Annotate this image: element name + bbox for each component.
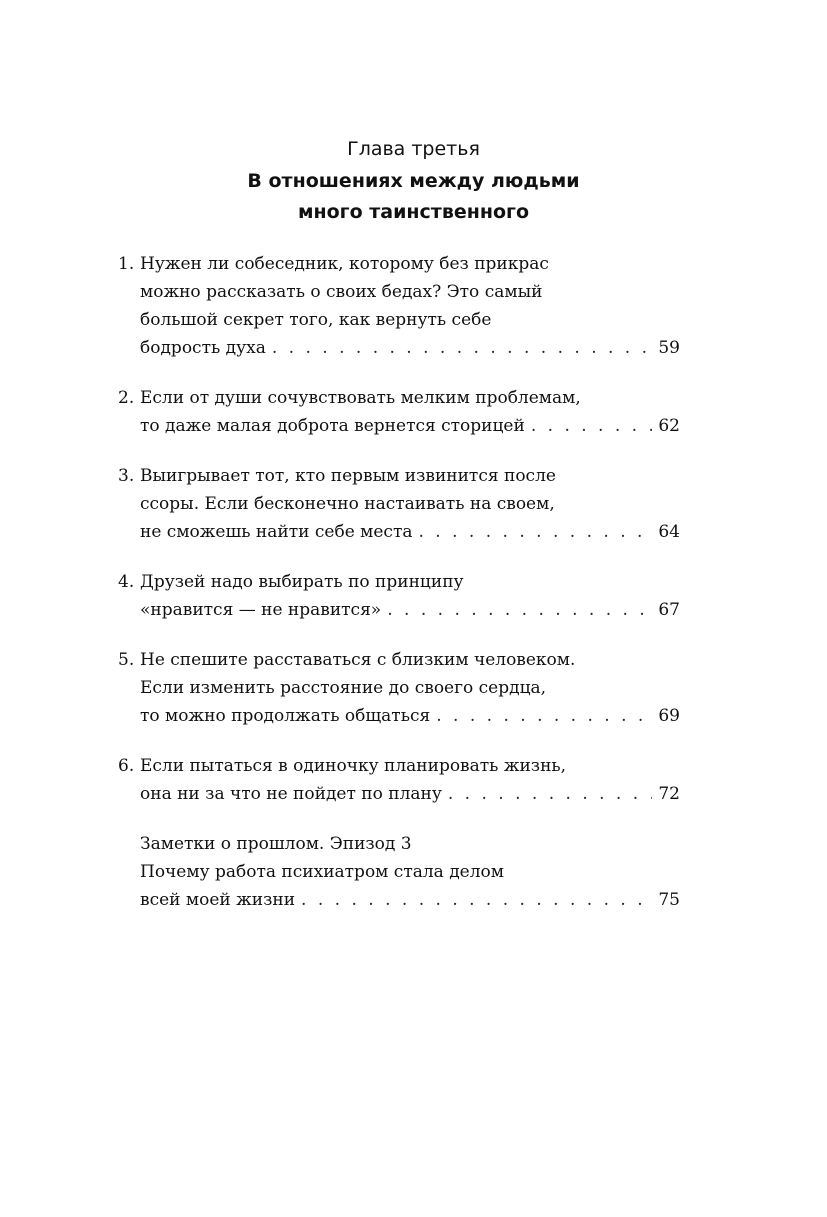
chapter-title-line-1: В отношениях между людьми <box>247 170 580 192</box>
entry-number: 1. <box>118 254 135 274</box>
entry-number: 5. <box>118 650 135 670</box>
entry-line: «нравится — не нравится» <box>140 600 382 620</box>
toc-entry-notes[interactable] <box>118 830 680 914</box>
chapter-label: Глава третья <box>347 138 480 160</box>
page-number: 69 <box>658 706 680 726</box>
entry-line: Не спешите расставаться с близким человеком. <box>140 650 576 670</box>
entry-line: то можно продолжать общаться <box>140 706 431 726</box>
entry-line: Если пытаться в одиночку планировать жизнь, <box>140 756 567 776</box>
entry-line: можно рассказать о своих бедах? Это самый <box>140 282 543 302</box>
entry-number: 4. <box>118 572 135 592</box>
toc-entry-1[interactable] <box>118 250 680 362</box>
entry-line: Выигрывает тот, кто первым извинится после <box>140 466 556 486</box>
dot-leader <box>531 412 653 440</box>
entry-line: Почему работа психиатром стала делом <box>140 862 504 882</box>
chapter-title-line-2: много таинственного <box>297 201 530 223</box>
page-number: 64 <box>658 522 680 542</box>
entry-number: 6. <box>118 756 135 776</box>
toc-entry-2[interactable] <box>118 384 680 440</box>
entry-line: не сможешь найти себе места <box>140 522 413 542</box>
entry-number: 2. <box>118 388 135 408</box>
entry-line: она ни за что не пойдет по плану <box>140 784 442 804</box>
entry-line: бодрость духа <box>140 338 266 358</box>
table-of-contents <box>118 250 680 936</box>
page-number: 75 <box>658 890 680 910</box>
dot-leader <box>419 518 653 546</box>
entry-line: Если изменить расстояние до своего сердца, <box>140 678 547 698</box>
entry-number: 3. <box>118 466 135 486</box>
page-number: 62 <box>658 416 680 436</box>
entry-line: Друзей надо выбирать по принципу <box>140 572 464 592</box>
entry-line: большой секрет того, как вернуть себе <box>140 310 492 330</box>
chapter-title <box>0 166 827 228</box>
entry-line: Заметки о прошлом. Эпизод 3 <box>140 834 412 854</box>
toc-entry-3[interactable] <box>118 462 680 546</box>
entry-line: ссоры. Если бесконечно настаивать на своем, <box>140 494 555 514</box>
dot-leader <box>387 596 652 624</box>
dot-leader <box>272 334 653 362</box>
entry-line: Нужен ли собеседник, которому без прикрас <box>140 254 549 274</box>
dot-leader <box>436 702 652 730</box>
page-number: 59 <box>658 338 680 358</box>
entry-line: Если от души сочувствовать мелким проблемам, <box>140 388 581 408</box>
toc-entry-4[interactable] <box>118 568 680 624</box>
page-number: 67 <box>658 600 680 620</box>
dot-leader <box>448 780 653 808</box>
toc-entry-5[interactable] <box>118 646 680 730</box>
entry-line: всей моей жизни <box>140 890 296 910</box>
toc-entry-6[interactable] <box>118 752 680 808</box>
entry-line: то даже малая доброта вернется сторицей <box>140 416 525 436</box>
dot-leader <box>301 886 652 914</box>
page-number: 72 <box>658 784 680 804</box>
